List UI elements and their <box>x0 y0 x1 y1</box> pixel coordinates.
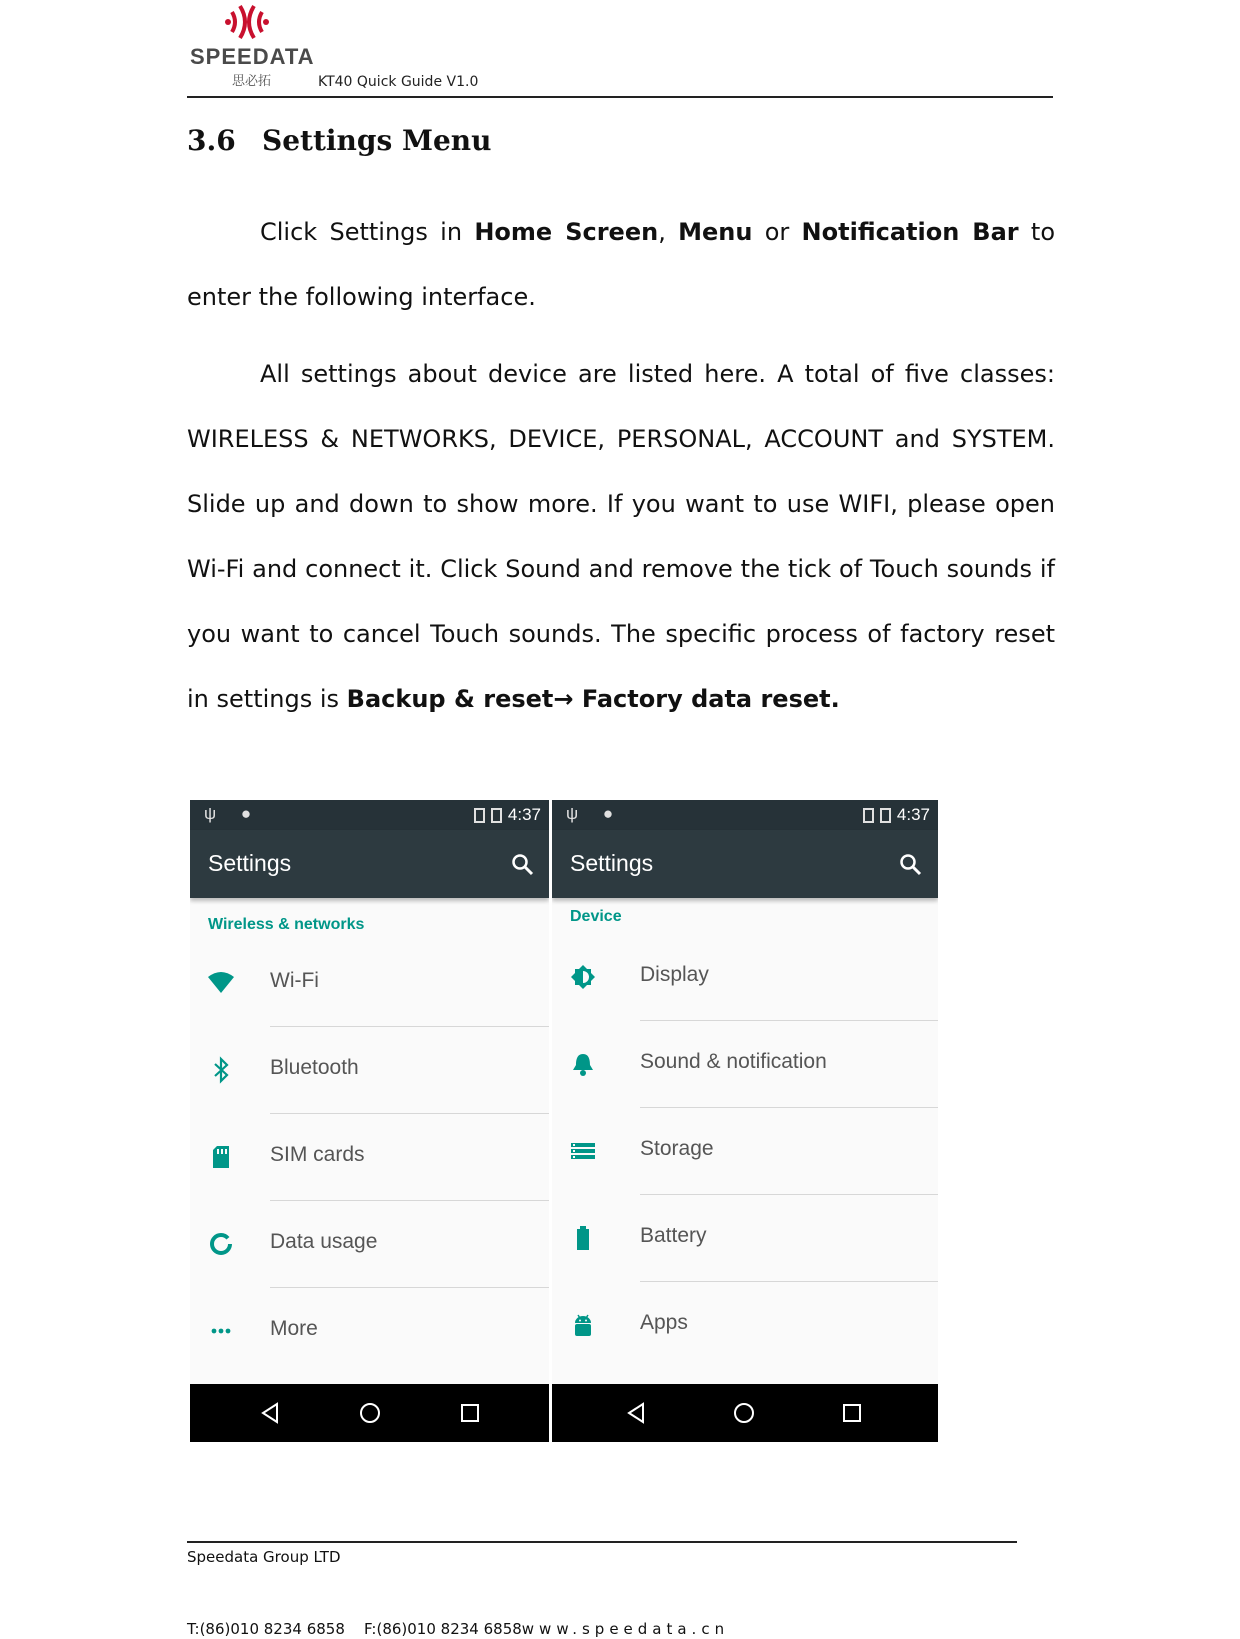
settings-item-label: Battery <box>640 1224 707 1247</box>
contact-line <box>187 1620 729 1638</box>
section-number: 3.6 <box>187 124 236 157</box>
battery-charging-icon <box>880 808 891 823</box>
text-run: , <box>658 218 679 246</box>
section-title: Settings Menu <box>262 124 492 157</box>
details-paragraph <box>187 342 1055 732</box>
status-time: 4:37 <box>896 805 930 824</box>
bold-notification-bar: Notification Bar <box>801 218 1019 246</box>
back-icon[interactable] <box>258 1401 282 1425</box>
phone-screenshot-wireless <box>190 800 549 1442</box>
battery-charging-icon <box>491 808 502 823</box>
phone-number: T:(86)010 8234 6858 <box>187 1620 345 1638</box>
section-heading <box>187 124 492 157</box>
more-icon <box>206 1316 236 1346</box>
brand-name: SPEEDATA <box>190 44 315 69</box>
arrow-icon: → <box>553 685 574 713</box>
settings-item-label: Bluetooth <box>270 1056 359 1079</box>
settings-item-label: Wi-Fi <box>270 969 319 992</box>
header-divider <box>187 96 1053 98</box>
text-run: Click Settings in <box>260 218 475 246</box>
wifi-icon <box>206 968 236 998</box>
bell-icon <box>568 1049 598 1079</box>
no-sim-icon <box>863 808 874 823</box>
company-name: Speedata Group LTD <box>187 1548 341 1566</box>
text-run: All settings about device are listed here. A total of five classes: WIRELESS & NETWORKS, DEVICE, PERSONAL, ACCOUNT and SYSTEM. Slide up and down to show more. If you want to use WIFI, please open Wi-Fi and connect it. Click Sound and remove the tick of Touch sounds if you want to cancel Touch sounds. The specific process of factory reset in settings is <box>187 360 1055 713</box>
usb-icon: ψ ● <box>204 804 262 823</box>
settings-item-label: Storage <box>640 1137 714 1160</box>
bluetooth-icon <box>206 1055 236 1085</box>
settings-item-label: Display <box>640 963 709 986</box>
website: www.speedata.cn <box>521 1620 730 1638</box>
document-title: KT40 Quick Guide V1.0 <box>318 74 479 90</box>
settings-item-apps[interactable] <box>552 1282 938 1369</box>
bold-home-screen: Home Screen <box>474 218 659 246</box>
sim-card-icon <box>206 1142 236 1172</box>
back-icon[interactable] <box>624 1401 648 1425</box>
app-bar <box>552 830 938 898</box>
storage-icon <box>568 1136 598 1166</box>
app-bar <box>190 830 549 898</box>
settings-item-storage[interactable] <box>552 1108 938 1195</box>
bold-menu: Menu <box>678 218 753 246</box>
brightness-icon <box>568 962 598 992</box>
home-icon[interactable] <box>732 1401 756 1425</box>
settings-item-label: Data usage <box>270 1230 378 1253</box>
home-icon[interactable] <box>358 1401 382 1425</box>
status-bar <box>190 800 549 830</box>
text-run: or <box>752 218 802 246</box>
battery-icon <box>568 1223 598 1253</box>
settings-item-data-usage[interactable] <box>190 1201 549 1288</box>
navigation-bar <box>552 1384 938 1442</box>
settings-item-label: Apps <box>640 1311 688 1334</box>
text-run: to enter the following interface. <box>187 218 1056 311</box>
category-header: Wireless & networks <box>208 916 365 933</box>
settings-item-label: SIM cards <box>270 1143 365 1166</box>
settings-item-sound-notification[interactable] <box>552 1021 938 1108</box>
settings-item-display[interactable] <box>552 934 938 1021</box>
status-bar <box>552 800 938 830</box>
usb-icon: ψ ● <box>566 804 624 823</box>
no-sim-icon <box>474 808 485 823</box>
settings-item-bluetooth[interactable] <box>190 1027 549 1114</box>
data-usage-icon <box>206 1229 236 1259</box>
status-time: 4:37 <box>507 805 541 824</box>
app-bar-title: Settings <box>208 850 292 876</box>
app-bar-title: Settings <box>570 850 654 876</box>
phone-screenshot-device <box>552 800 938 1442</box>
search-icon[interactable] <box>898 852 922 876</box>
recents-icon[interactable] <box>458 1401 482 1425</box>
settings-item-more[interactable] <box>190 1288 549 1375</box>
intro-paragraph <box>187 200 1055 330</box>
recents-icon[interactable] <box>840 1401 864 1425</box>
navigation-bar <box>190 1384 549 1442</box>
android-icon <box>568 1310 598 1340</box>
brand-name-cn: 思必拓 <box>232 74 272 89</box>
bold-factory-data-reset: Factory data reset. <box>573 685 840 713</box>
settings-item-battery[interactable] <box>552 1195 938 1282</box>
category-header: Device <box>570 908 622 925</box>
settings-item-sim-cards[interactable] <box>190 1114 549 1201</box>
fax-number: F:(86)010 8234 6858 <box>363 1620 522 1638</box>
settings-item-label: Sound & notification <box>640 1050 827 1073</box>
search-icon[interactable] <box>510 852 534 876</box>
bold-backup-reset: Backup & reset <box>346 685 554 713</box>
settings-item-wifi[interactable] <box>190 940 549 1027</box>
settings-item-label: More <box>270 1317 318 1340</box>
footer-divider <box>187 1541 1017 1543</box>
